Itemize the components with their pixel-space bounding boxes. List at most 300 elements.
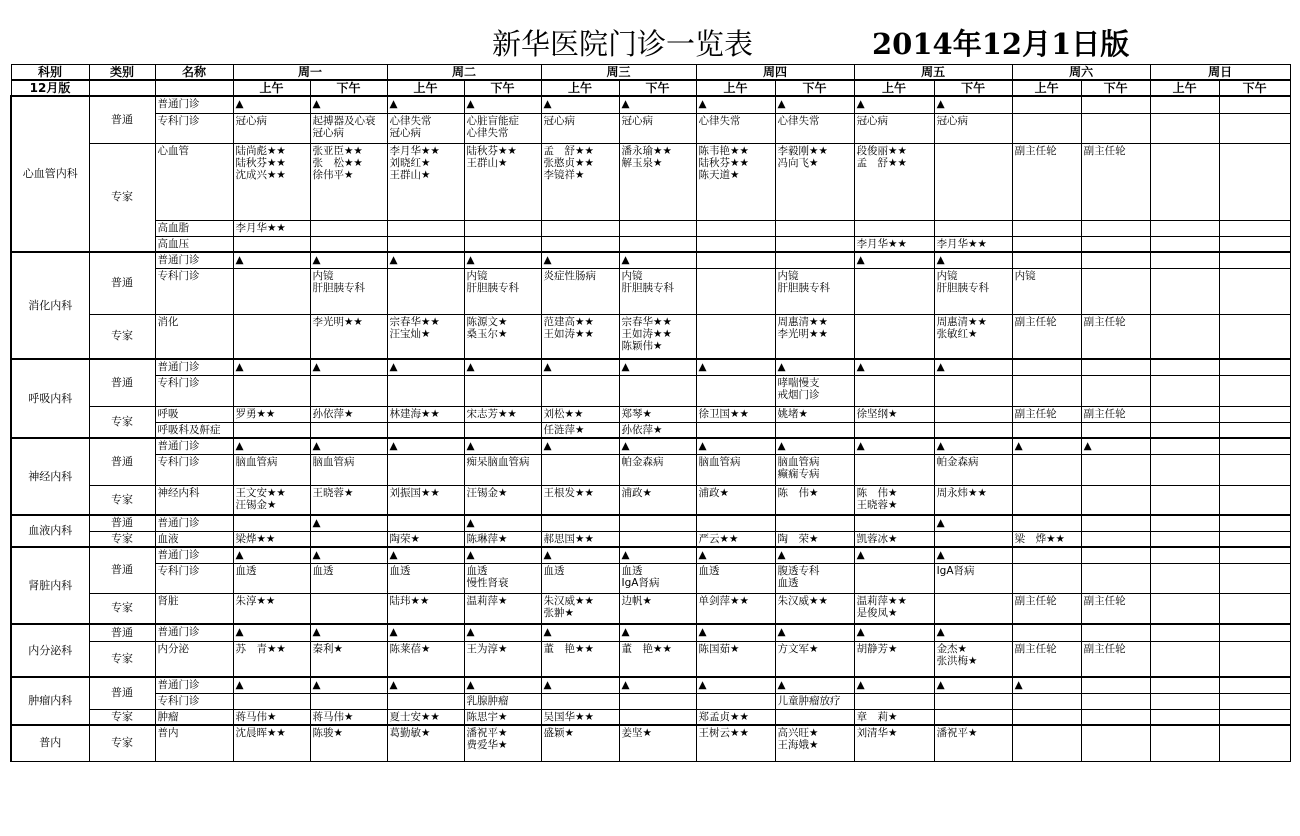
clinic-name: 普内 [155,725,233,761]
pm-slot-cell: ▲ [775,624,854,641]
title-edition: 2014年12月1日版 [872,27,1130,61]
department-label: 神经内科 [11,438,89,515]
am-slot-cell: 血透 [387,563,464,593]
am-slot-cell [233,422,310,438]
am-slot-cell: ▲ [696,677,775,693]
pm-slot-cell [310,422,387,438]
am-slot-cell: 副主任轮 [1012,406,1081,422]
am-slot-cell: 陶荣★ [387,531,464,547]
am-slot-cell [541,375,619,406]
am-slot-cell [854,454,934,485]
pm-slot-cell: ▲ [310,624,387,641]
pm-slot-cell [934,220,1012,236]
am-slot-cell: 苏 青★★ [233,641,310,677]
pm-slot-cell: 孙依萍★ [310,406,387,422]
am-slot-cell: ▲ [387,677,464,693]
pm-slot-cell: 金杰★ 张洪梅★ [934,641,1012,677]
am-slot-cell [1150,624,1219,641]
header-day: 周六 [1012,65,1150,81]
clinic-name: 高血压 [155,236,233,252]
header-day: 周四 [696,65,854,81]
pm-slot-cell: 孙依萍★ [619,422,696,438]
category-label: 专家 [89,406,155,438]
schedule-row [11,454,1290,485]
am-slot-cell [854,422,934,438]
pm-slot-cell [1219,693,1290,709]
pm-slot-cell: ▲ [934,515,1012,531]
header-pm: 下午 [464,80,541,96]
pm-slot-cell: 乳腺肿瘤 [464,693,541,709]
header-pm: 下午 [775,80,854,96]
am-slot-cell [1150,438,1219,454]
pm-slot-cell [1081,454,1150,485]
am-slot-cell: 浦政★ [696,485,775,515]
header-day: 周日 [1150,65,1290,81]
am-slot-cell [1150,359,1219,375]
clinic-name: 专科门诊 [155,113,233,143]
am-slot-cell: 血透 [541,563,619,593]
clinic-name: 内分泌 [155,641,233,677]
clinic-name: 肾脏 [155,593,233,624]
am-slot-cell: 副主任轮 [1012,143,1081,220]
am-slot-cell [387,375,464,406]
pm-slot-cell [934,143,1012,220]
am-slot-cell [1012,113,1081,143]
am-slot-cell: 温莉萍★★ 是俊凤★ [854,593,934,624]
pm-slot-cell: 温莉萍★ [464,593,541,624]
pm-slot-cell: 边帆★ [619,593,696,624]
pm-slot-cell [1081,485,1150,515]
am-slot-cell: 脑血管病 [233,454,310,485]
clinic-name: 呼吸科及鼾症 [155,422,233,438]
am-slot-cell [854,375,934,406]
department-group [11,96,1290,252]
pm-slot-cell: ▲ [310,96,387,113]
header-am: 上午 [1012,80,1081,96]
am-slot-cell: ▲ [696,624,775,641]
am-slot-cell: 董 艳★★ [541,641,619,677]
department-label: 血液内科 [11,515,89,547]
pm-slot-cell: ▲ [464,515,541,531]
pm-slot-cell: ▲ [310,515,387,531]
pm-slot-cell [464,422,541,438]
am-slot-cell: 徐卫国★★ [696,406,775,422]
pm-slot-cell: 痴呆脑血管病 [464,454,541,485]
clinic-schedule-table [10,64,1291,762]
pm-slot-cell: 冠心病 [619,113,696,143]
am-slot-cell: 蒋马伟★ [233,709,310,725]
am-slot-cell: 心律失常 冠心病 [387,113,464,143]
am-slot-cell: ▲ [541,96,619,113]
pm-slot-cell [1219,96,1290,113]
pm-slot-cell: IgA肾病 [934,563,1012,593]
am-slot-cell: ▲ [541,677,619,693]
am-slot-cell: 宗春华★★ 汪宝灿★ [387,314,464,359]
am-slot-cell: 朱淳★★ [233,593,310,624]
clinic-name: 普通门诊 [155,252,233,268]
am-slot-cell [696,252,775,268]
am-slot-cell: 朱汉威★★ 张翀★ [541,593,619,624]
category-label: 专家 [89,314,155,359]
clinic-name: 肿瘤 [155,709,233,725]
pm-slot-cell: 内镜 肝胆胰专科 [934,268,1012,314]
am-slot-cell: ▲ [233,252,310,268]
department-group [11,677,1290,725]
am-slot-cell [1150,236,1219,252]
header-day: 周二 [387,65,541,81]
am-slot-cell [1150,563,1219,593]
pm-slot-cell [1219,547,1290,563]
am-slot-cell: ▲ [387,547,464,563]
pm-slot-cell [1081,563,1150,593]
pm-slot-cell [1219,438,1290,454]
department-label: 消化内科 [11,252,89,359]
am-slot-cell [233,268,310,314]
schedule-row [11,252,1290,268]
am-slot-cell: ▲ [233,677,310,693]
am-slot-cell [1150,375,1219,406]
am-slot-cell: 孟 舒★★ 张憨贞★★ 李镜祥★ [541,143,619,220]
am-slot-cell: 刘清华★ [854,725,934,761]
am-slot-cell [1012,96,1081,113]
clinic-name: 专科门诊 [155,375,233,406]
am-slot-cell [696,422,775,438]
am-slot-cell: ▲ [696,96,775,113]
am-slot-cell: ▲ [854,677,934,693]
am-slot-cell [541,220,619,236]
pm-slot-cell [775,236,854,252]
am-slot-cell [387,693,464,709]
pm-slot-cell: 冠心病 [934,113,1012,143]
pm-slot-cell [1219,422,1290,438]
pm-slot-cell [1081,725,1150,761]
am-slot-cell [696,314,775,359]
pm-slot-cell: ▲ [619,359,696,375]
am-slot-cell: ▲ [387,359,464,375]
am-slot-cell: ▲ [233,547,310,563]
schedule-row [11,375,1290,406]
am-slot-cell [854,693,934,709]
schedule-row [11,406,1290,422]
clinic-name: 专科门诊 [155,563,233,593]
pm-slot-cell [1219,641,1290,677]
pm-slot-cell: 王晓蓉★ [310,485,387,515]
am-slot-cell: 炎症性肠病 [541,268,619,314]
schedule-row [11,220,1290,236]
am-slot-cell [854,314,934,359]
am-slot-cell: 刘振国★★ [387,485,464,515]
am-slot-cell: 血透 [233,563,310,593]
am-slot-cell: 沈晨晖★★ [233,725,310,761]
am-slot-cell: 郑孟贞★★ [696,709,775,725]
am-slot-cell [1150,725,1219,761]
pm-slot-cell [934,531,1012,547]
pm-slot-cell [310,693,387,709]
am-slot-cell: 陆玮★★ [387,593,464,624]
clinic-name: 普通门诊 [155,438,233,454]
header-am: 上午 [541,80,619,96]
am-slot-cell: 郝思国★★ [541,531,619,547]
schedule-row [11,438,1290,454]
am-slot-cell: ▲ [854,252,934,268]
am-slot-cell [854,268,934,314]
category-label: 普通 [89,515,155,531]
pm-slot-cell: 副主任轮 [1081,593,1150,624]
schedule-row [11,725,1290,761]
pm-slot-cell: 陈骏★ [310,725,387,761]
pm-slot-cell: ▲ [310,438,387,454]
am-slot-cell [1150,547,1219,563]
title-main: 新华医院门诊一览表 [492,27,754,61]
schedule-row [11,314,1290,359]
department-label: 心血管内科 [11,96,89,252]
am-slot-cell [1012,725,1081,761]
am-slot-cell [1150,252,1219,268]
am-slot-cell: 副主任轮 [1012,641,1081,677]
header-pm: 下午 [934,80,1012,96]
clinic-name: 普通门诊 [155,547,233,563]
clinic-name: 专科门诊 [155,268,233,314]
am-slot-cell [1012,359,1081,375]
am-slot-cell: 任涟萍★ [541,422,619,438]
am-slot-cell [1012,563,1081,593]
schedule-row [11,96,1290,113]
pm-slot-cell [1219,220,1290,236]
am-slot-cell: ▲ [854,547,934,563]
pm-slot-cell: 潘祝平★ [934,725,1012,761]
am-slot-cell [1150,677,1219,693]
clinic-name: 普通门诊 [155,96,233,113]
am-slot-cell: 胡静芳★ [854,641,934,677]
am-slot-cell: 陈韦艳★★ 陆秋芬★★ 陈天道★ [696,143,775,220]
pm-slot-cell: 腹透专科 血透 [775,563,854,593]
am-slot-cell: 凯蓉冰★ [854,531,934,547]
am-slot-cell [1012,485,1081,515]
pm-slot-cell: ▲ [464,96,541,113]
pm-slot-cell: 副主任轮 [1081,406,1150,422]
pm-slot-cell: ▲ [934,252,1012,268]
pm-slot-cell: 张亚臣★★ 张 松★★ 徐伟平★ [310,143,387,220]
am-slot-cell: 内镜 [1012,268,1081,314]
am-slot-cell: 段俊丽★★ 孟 舒★★ [854,143,934,220]
pm-slot-cell: 蒋马伟★ [310,709,387,725]
header-category: 类别 [89,65,155,81]
pm-slot-cell: 秦利★ [310,641,387,677]
am-slot-cell [696,515,775,531]
pm-slot-cell: 血透 IgA肾病 [619,563,696,593]
am-slot-cell: 盛颖★ [541,725,619,761]
category-label: 专家 [89,531,155,547]
am-slot-cell: 王树云★★ [696,725,775,761]
am-slot-cell: 脑血管病 [696,454,775,485]
pm-slot-cell: 李月华★★ [934,236,1012,252]
pm-slot-cell [1219,454,1290,485]
am-slot-cell: 徐坚纲★ [854,406,934,422]
am-slot-cell [1012,220,1081,236]
header-am: 上午 [696,80,775,96]
category-label: 专家 [89,485,155,515]
pm-slot-cell [310,375,387,406]
pm-slot-cell [464,220,541,236]
am-slot-cell: 副主任轮 [1012,593,1081,624]
pm-slot-cell [1081,677,1150,693]
am-slot-cell: ▲ [1012,677,1081,693]
pm-slot-cell [1081,624,1150,641]
am-slot-cell: 范建高★★ 王如涛★★ [541,314,619,359]
pm-slot-cell: 宗春华★★ 王如涛★★ 陈颖伟★ [619,314,696,359]
department-label: 普内 [11,725,89,761]
category-label: 普通 [89,438,155,485]
pm-slot-cell: ▲ [464,438,541,454]
schedule-row [11,485,1290,515]
am-slot-cell [1150,454,1219,485]
am-slot-cell [387,220,464,236]
am-slot-cell: ▲ [854,359,934,375]
am-slot-cell [854,515,934,531]
pm-slot-cell: ▲ [310,547,387,563]
department-group [11,725,1290,761]
pm-slot-cell [1219,406,1290,422]
am-slot-cell [1150,406,1219,422]
department-group [11,547,1290,624]
clinic-name: 普通门诊 [155,624,233,641]
am-slot-cell [233,375,310,406]
pm-slot-cell [310,236,387,252]
pm-slot-cell: 陆秋芬★★ 王群山★ [464,143,541,220]
am-slot-cell [696,268,775,314]
am-slot-cell: ▲ [233,438,310,454]
pm-slot-cell: 内镜 肝胆胰专科 [464,268,541,314]
am-slot-cell: ▲ [854,624,934,641]
category-label: 专家 [89,143,155,252]
am-slot-cell: ▲ [387,96,464,113]
category-label: 专家 [89,709,155,725]
pm-slot-cell: ▲ [775,438,854,454]
pm-slot-cell: 潘祝平★ 费爱华★ [464,725,541,761]
clinic-name: 心血管 [155,143,233,220]
pm-slot-cell [1219,252,1290,268]
am-slot-cell: 严云★★ [696,531,775,547]
category-label: 专家 [89,725,155,761]
am-slot-cell [1150,693,1219,709]
am-slot-cell [387,236,464,252]
pm-slot-cell: 周惠清★★ 张敏红★ [934,314,1012,359]
am-slot-cell: ▲ [854,438,934,454]
am-slot-cell: ▲ [541,359,619,375]
pm-slot-cell: ▲ [464,677,541,693]
pm-slot-cell [1219,485,1290,515]
schedule-row [11,143,1290,220]
pm-slot-cell [1219,624,1290,641]
pm-slot-cell [1081,375,1150,406]
am-slot-cell [233,693,310,709]
clinic-name: 普通门诊 [155,677,233,693]
category-label: 普通 [89,677,155,709]
department-label: 肿瘤内科 [11,677,89,725]
pm-slot-cell [1219,677,1290,693]
pm-slot-cell [619,693,696,709]
pm-slot-cell [1219,113,1290,143]
am-slot-cell: ▲ [233,624,310,641]
pm-slot-cell: ▲ [619,624,696,641]
schedule-row [11,709,1290,725]
pm-slot-cell: 内镜 肝胆胰专科 [619,268,696,314]
am-slot-cell [854,563,934,593]
pm-slot-cell [619,709,696,725]
schedule-row [11,641,1290,677]
am-slot-cell [233,314,310,359]
pm-slot-cell: ▲ [464,252,541,268]
am-slot-cell [1150,709,1219,725]
pm-slot-cell [934,709,1012,725]
header-am: 上午 [387,80,464,96]
page-title [440,22,1200,62]
pm-slot-cell: 副主任轮 [1081,314,1150,359]
am-slot-cell: 章 莉★ [854,709,934,725]
pm-slot-cell: 脑血管病 癫痫专病 [775,454,854,485]
department-group [11,359,1290,438]
am-slot-cell [233,236,310,252]
header-day: 周一 [233,65,387,81]
schedule-row [11,677,1290,693]
department-label: 内分泌科 [11,624,89,677]
schedule-row [11,531,1290,547]
pm-slot-cell: 汪锡金★ [464,485,541,515]
am-slot-cell: 李月华★★ [854,236,934,252]
pm-slot-cell: 董 艳★★ [619,641,696,677]
am-slot-cell: 王文安★★ 汪锡金★ [233,485,310,515]
header-am: 上午 [1150,80,1219,96]
header-version: 12月版 [11,80,89,96]
pm-slot-cell: ▲ [934,677,1012,693]
am-slot-cell [1150,593,1219,624]
schedule-row [11,236,1290,252]
category-label: 普通 [89,624,155,641]
header-day: 周三 [541,65,696,81]
pm-slot-cell: ▲ [464,547,541,563]
pm-slot-cell: ▲ [619,252,696,268]
pm-slot-cell [775,515,854,531]
category-label: 普通 [89,359,155,406]
pm-slot-cell: 朱汉威★★ [775,593,854,624]
schedule-row [11,422,1290,438]
am-slot-cell [233,515,310,531]
pm-slot-cell [934,406,1012,422]
am-slot-cell: ▲ [387,252,464,268]
am-slot-cell: ▲ [1012,438,1081,454]
pm-slot-cell [775,220,854,236]
pm-slot-cell: ▲ [934,438,1012,454]
am-slot-cell: 副主任轮 [1012,314,1081,359]
header-pm: 下午 [619,80,696,96]
am-slot-cell: 王根发★★ [541,485,619,515]
pm-slot-cell [1081,268,1150,314]
pm-slot-cell: ▲ [934,624,1012,641]
department-group [11,624,1290,677]
pm-slot-cell [1081,547,1150,563]
am-slot-cell: 李月华★★ 刘晓红★ 王群山★ [387,143,464,220]
pm-slot-cell [775,709,854,725]
pm-slot-cell: ▲ [934,547,1012,563]
pm-slot-cell: ▲ [310,677,387,693]
header-pm: 下午 [310,80,387,96]
am-slot-cell: 心律失常 [696,113,775,143]
am-slot-cell: 陆尚彪★★ 陆秋芬★★ 沈成兴★★ [233,143,310,220]
pm-slot-cell: 陈琳萍★ [464,531,541,547]
am-slot-cell [1012,693,1081,709]
am-slot-cell [1012,709,1081,725]
header-blank [89,80,155,96]
